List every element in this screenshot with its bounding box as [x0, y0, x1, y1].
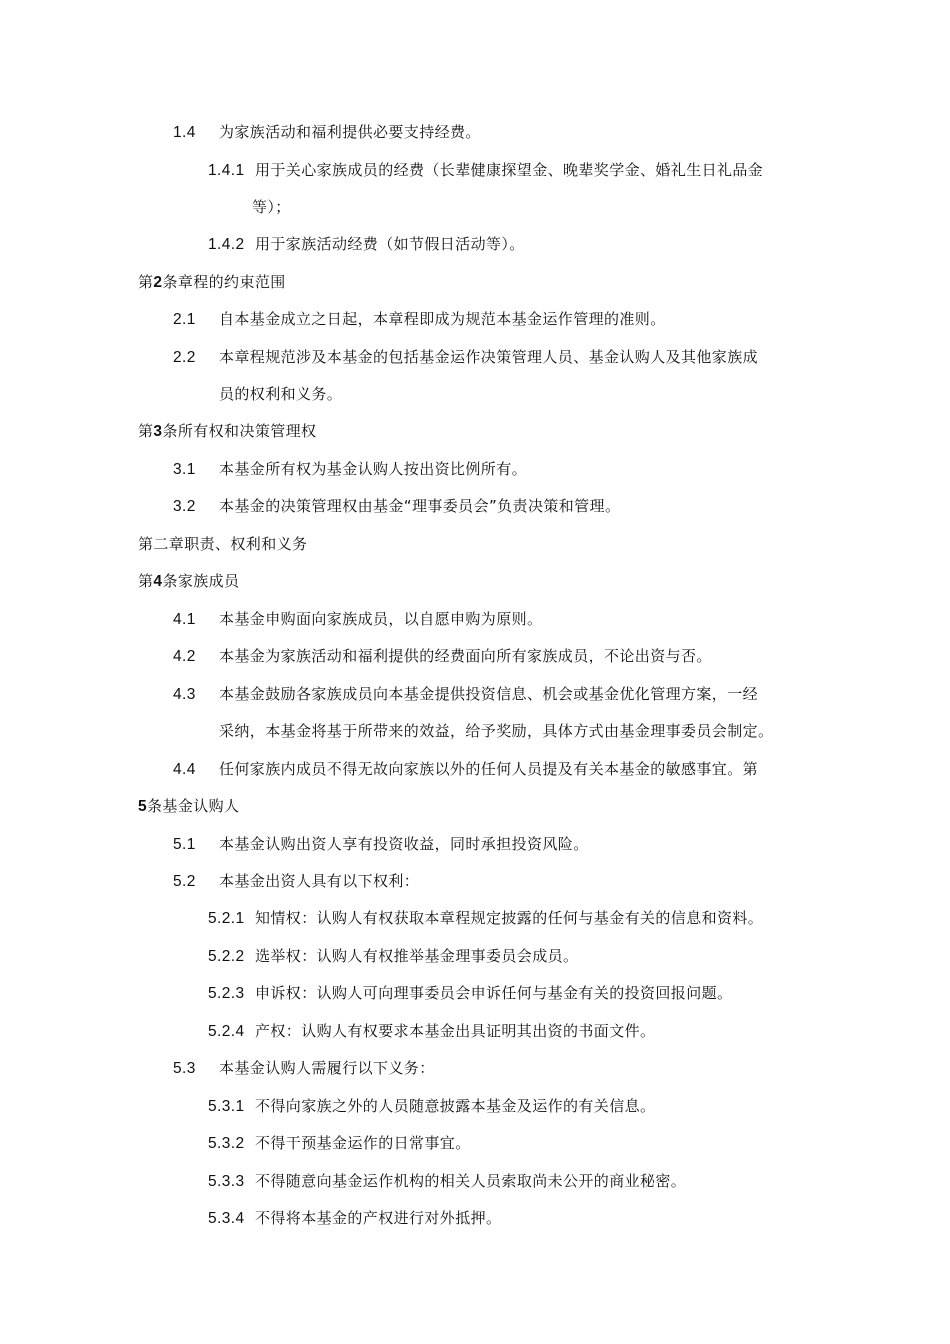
clause-number: 5.2.3 [208, 985, 245, 1002]
clause-text: 用于关心家族成员的经费（长辈健康探望金、晚辈奖学金、婚礼生日礼品金 [255, 161, 764, 179]
clause-number: 4.4 [173, 761, 196, 778]
clause-number: 5.3.4 [208, 1210, 245, 1227]
article-heading [138, 571, 239, 592]
clause-text: 产权：认购人有权要求本基金出具证明其出资的书面文件。 [255, 1022, 656, 1040]
article-title: 条所有权和决策管理权 [162, 422, 317, 440]
text-line [173, 646, 712, 667]
article-number: 3 [153, 423, 163, 440]
text-line [208, 908, 763, 929]
clause-text: 本基金鼓励各家族成员向本基金提供投资信息、机会或基金优化管理方案，一经 [219, 685, 759, 703]
text-line [173, 1058, 435, 1079]
clause-text: 不得将本基金的产权进行对外抵押。 [255, 1209, 502, 1227]
clause-number: 5.3.3 [208, 1173, 245, 1190]
chapter-title: 第二章职责、权利和义务 [138, 535, 308, 553]
text-line [208, 1208, 501, 1229]
text-line [173, 871, 419, 892]
clause-text: 本基金认购人需履行以下义务： [219, 1059, 435, 1077]
text-line [173, 684, 758, 705]
clause-number: 5.2.1 [208, 910, 245, 927]
article-title: 条家族成员 [162, 572, 240, 590]
clause-text: 本基金认购出资人享有投资收益，同时承担投资风险。 [219, 835, 589, 853]
clause-text: 为家族活动和福利提供必要支持经费。 [219, 123, 481, 141]
clause-text: 选举权：认购人有权推举基金理事委员会成员。 [255, 947, 579, 965]
clause-text: 不得向家族之外的人员随意披露本基金及运作的有关信息。 [255, 1097, 656, 1115]
article-prefix: 第 [138, 273, 154, 291]
continuation-text: 等）； [252, 198, 291, 216]
article-heading [138, 421, 316, 442]
clause-text: 本基金申购面向家族成员，以自愿申购为原则。 [219, 610, 543, 628]
text-line [219, 384, 342, 404]
text-line [208, 1171, 686, 1192]
article-number: 2 [153, 274, 163, 291]
clause-number: 5.1 [173, 836, 196, 853]
text-line [208, 1133, 471, 1154]
text-line [252, 197, 291, 217]
clause-number: 3.2 [173, 498, 196, 515]
clause-number: 5.3.1 [208, 1098, 245, 1115]
text-line [208, 160, 763, 181]
clause-number: 4.2 [173, 648, 196, 665]
article-prefix: 第 [138, 572, 154, 590]
chapter-heading [138, 534, 307, 554]
text-line [208, 983, 732, 1004]
clause-number: 5.2.4 [208, 1023, 245, 1040]
clause-text: 不得干预基金运作的日常事宜。 [255, 1134, 471, 1152]
clause-number: 4.3 [173, 686, 196, 703]
text-line [173, 496, 620, 517]
text-line [173, 609, 542, 630]
clause-text: 本章程规范涉及本基金的包括基金运作决策管理人员、基金认购人及其他家族成 [219, 348, 759, 366]
text-line [208, 946, 578, 967]
text-line [173, 122, 481, 143]
clause-number: 5.2 [173, 873, 196, 890]
text-line [219, 721, 773, 741]
clause-number: 1.4 [173, 124, 196, 141]
clause-text: 申诉权：认购人可向理事委员会申诉任何与基金有关的投资回报问题。 [255, 984, 733, 1002]
article-title: 条基金认购人 [147, 797, 240, 815]
text-line [173, 309, 666, 330]
article-title: 条章程的约束范围 [162, 273, 286, 291]
article-heading [138, 796, 239, 817]
text-line [208, 234, 525, 255]
text-line [208, 1021, 655, 1042]
clause-text: 用于家族活动经费（如节假日活动等）。 [255, 235, 525, 253]
clause-text: 知情权：认购人有权获取本章程规定披露的任何与基金有关的信息和资料。 [255, 909, 764, 927]
clause-number: 3.1 [173, 461, 196, 478]
article-heading [138, 272, 286, 293]
clause-text: 本基金出资人具有以下权利： [219, 872, 420, 890]
clause-text: 任何家族内成员不得无故向家族以外的任何人员提及有关本基金的敏感事宜。第 [219, 760, 759, 778]
article-prefix: 第 [138, 422, 154, 440]
article-number: 4 [153, 573, 163, 590]
clause-number: 5.2.2 [208, 948, 245, 965]
clause-number: 5.3.2 [208, 1135, 245, 1152]
clause-number: 1.4.1 [208, 162, 245, 179]
text-line [208, 1096, 655, 1117]
clause-number: 1.4.2 [208, 236, 245, 253]
text-line [173, 759, 758, 780]
continuation-text: 员的权利和义务。 [219, 385, 343, 403]
clause-text: 自本基金成立之日起，本章程即成为规范本基金运作管理的准则。 [219, 310, 666, 328]
text-line [173, 347, 758, 368]
clause-text: 不得随意向基金运作机构的相关人员索取尚未公开的商业秘密。 [255, 1172, 687, 1190]
article-number: 5 [138, 798, 148, 815]
continuation-text: 采纳，本基金将基于所带来的效益，给予奖励，具体方式由基金理事委员会制定。 [219, 722, 774, 740]
clause-number: 2.1 [173, 311, 196, 328]
text-line [173, 459, 527, 480]
clause-number: 5.3 [173, 1060, 196, 1077]
clause-text: 本基金所有权为基金认购人按出资比例所有。 [219, 460, 528, 478]
clause-text: 本基金的决策管理权由基金“理事委员会”负责决策和管理。 [219, 497, 621, 515]
clause-number: 4.1 [173, 611, 196, 628]
text-line [173, 834, 589, 855]
clause-number: 2.2 [173, 349, 196, 366]
clause-text: 本基金为家族活动和福利提供的经费面向所有家族成员，不论出资与否。 [219, 647, 712, 665]
